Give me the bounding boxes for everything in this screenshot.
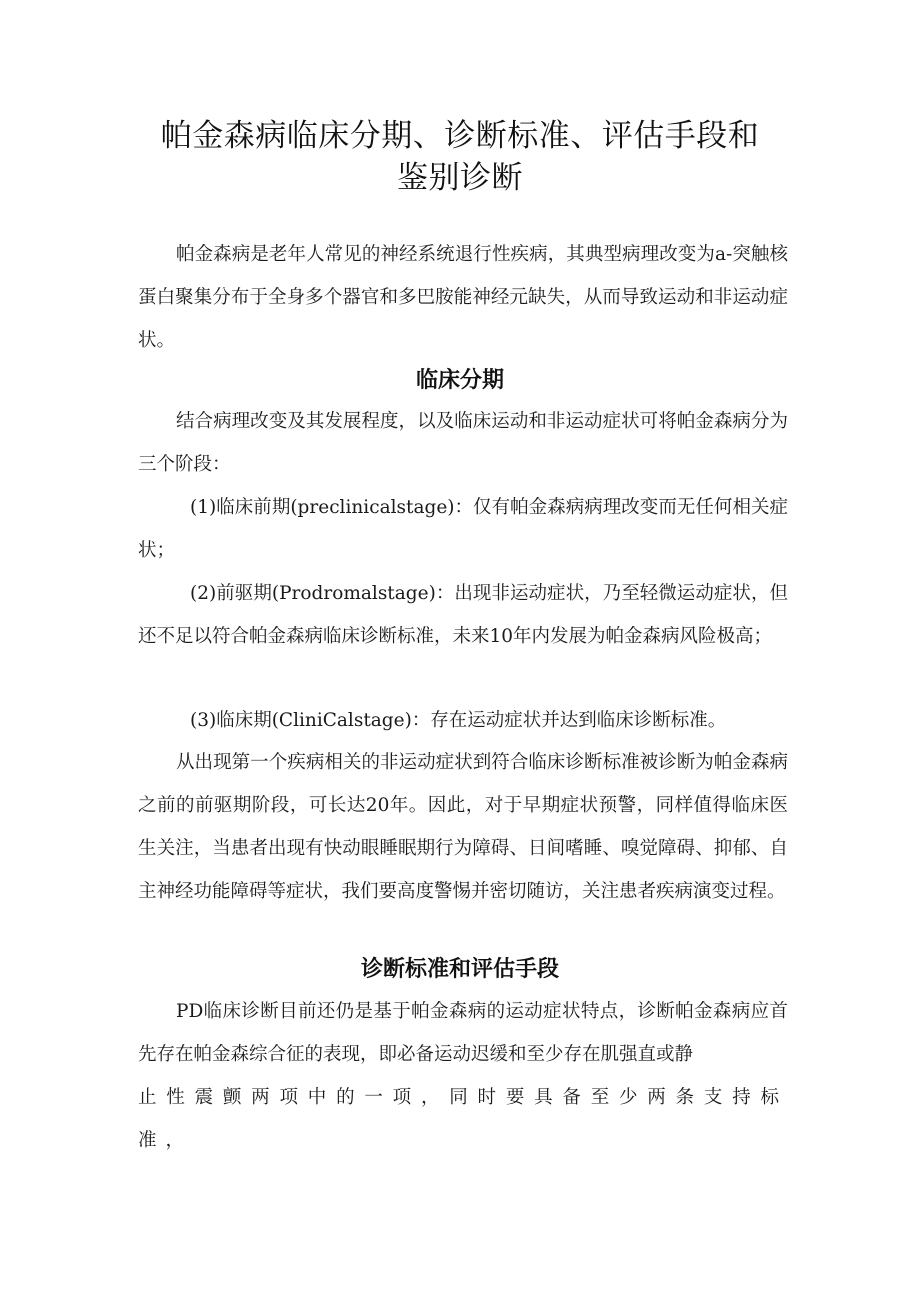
section-heading-diagnostic-criteria: 诊断标准和评估手段 <box>360 957 559 982</box>
stage-item-prodromal: (2)前驱期(Prodromalstage)：出现非运动症状，乃至轻微运动症状，但还不足以符合帕金森病临床诊断标准，未来10年内发展为帕金森病风险极高； <box>138 583 788 647</box>
prodromal-period-paragraph: 从出现第一个疾病相关的非运动症状到符合临床诊断标准被诊断为帕金森病之前的前驱期阶段，可长达20年。因此，对于早期症状预警，同样值得临床医生关注，当患者出现有快动眼睡眠期行为障碍、日间嗜睡、嗅觉障碍、抑郁、自主神经功能障碍等症状，我们要高度警惕并密切随访，关注患者疾病演变过程。 <box>138 752 788 902</box>
stage-item-preclinical: (1)临床前期(preclinicalstage)：仅有帕金森病病理改变而无任何相关症状； <box>138 497 788 561</box>
diagnosis-paragraph: PD临床诊断目前还仍是基于帕金森病的运动症状特点，诊断帕金森病应首先存在帕金森综合征的表现，即必备运动迟缓和至少存在肌强直或静 <box>138 1001 788 1065</box>
intro-paragraph: 帕金森病是老年人常见的神经系统退行性疾病，其典型病理改变为a-突触核蛋白聚集分布于全身多个器官和多巴胺能神经元缺失，从而导致运动和非运动症状。 <box>138 244 788 351</box>
section-heading-clinical-staging: 临床分期 <box>415 368 504 393</box>
diagnosis-paragraph-last-line: 止性震颤两项中的一项，同时要具备至少两条支持标准， <box>138 1087 788 1151</box>
staging-intro-paragraph: 结合病理改变及其发展程度，以及临床运动和非运动症状可将帕金森病分为三个阶段： <box>138 411 788 475</box>
stage-item-clinical: (3)临床期(CliniCalstage)：存在运动症状并达到临床诊断标准。 <box>190 710 727 731</box>
document-title-line-2: 鉴别诊断 <box>397 160 523 196</box>
document-title-line-1: 帕金森病临床分期、诊断标准、评估手段和 <box>160 118 760 154</box>
